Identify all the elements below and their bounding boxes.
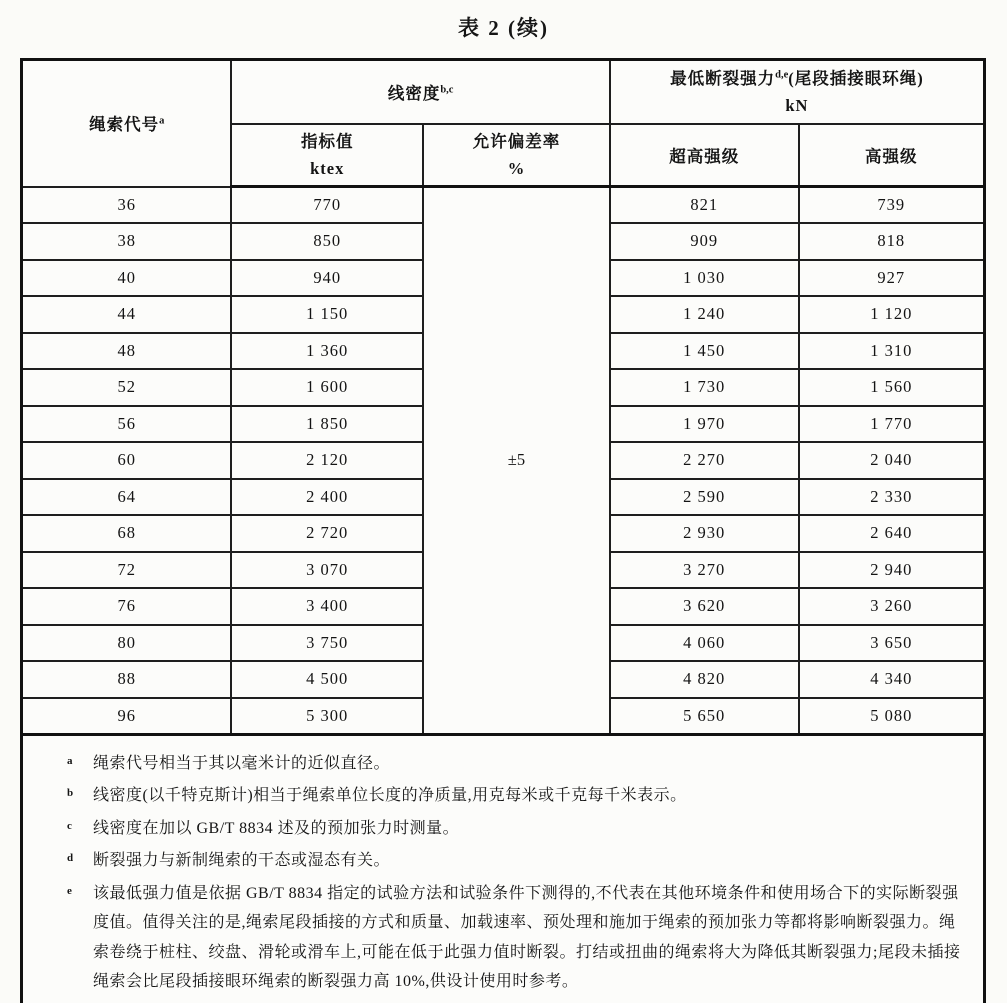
cell-code: 60 xyxy=(22,442,232,479)
cell-ultra: 4 820 xyxy=(610,661,799,698)
header-rope-code-sup: a xyxy=(159,115,165,127)
cell-high: 3 650 xyxy=(799,625,985,662)
cell-ktex: 770 xyxy=(231,187,423,224)
footnote-e-text: 该最低强力值是依据 GB/T 8834 指定的试验方法和试验条件下测得的,不代表在其他环境条件和使用场合下的实际断裂强度值。值得关注的是,绳索尾段插接的方式和质量、加载速率、预处理和施加于绳索的预加张力等都将影响断裂强力。绳索卷绕于桩柱、绞盘、滑轮或滑车上,可能在低于此强力值时断裂。打结或扭曲的绳索将大为降低其断裂强力;尾段未插接绳索会比尾段插接眼环绳索的断裂强力高 10%,供设计使用时参考。 xyxy=(93,884,961,990)
cell-ultra: 1 450 xyxy=(610,333,799,370)
cell-ktex: 1 360 xyxy=(231,333,423,370)
cell-high: 1 310 xyxy=(799,333,985,370)
header-strength-sup: d,e xyxy=(775,69,789,81)
header-nominal-value-unit: ktex xyxy=(310,158,345,178)
cell-ktex: 2 720 xyxy=(231,515,423,552)
cell-ktex: 4 500 xyxy=(231,661,423,698)
cell-high: 2 640 xyxy=(799,515,985,552)
cell-tolerance: ±5 xyxy=(423,187,610,735)
cell-ktex: 3 400 xyxy=(231,588,423,625)
cell-ktex: 1 150 xyxy=(231,296,423,333)
table-row xyxy=(22,187,985,224)
footnote-b-text: 线密度(以千特克斯计)相当于绳索单位长度的净质量,用克每米或千克每千米表示。 xyxy=(93,787,687,804)
footnote-e xyxy=(67,879,969,997)
cell-code: 68 xyxy=(22,515,232,552)
cell-code: 80 xyxy=(22,625,232,662)
header-nominal-value-label: 指标值 xyxy=(300,131,354,151)
header-tolerance xyxy=(423,124,610,187)
cell-ultra: 5 650 xyxy=(610,698,799,735)
header-rope-code-label: 绳索代号 xyxy=(89,115,160,135)
cell-high: 2 330 xyxy=(799,479,985,516)
rope-spec-table xyxy=(20,58,986,1003)
header-nominal-value xyxy=(231,124,423,187)
cell-high: 1 770 xyxy=(799,406,985,443)
cell-high: 4 340 xyxy=(799,661,985,698)
cell-high: 3 260 xyxy=(799,588,985,625)
cell-code: 88 xyxy=(22,661,232,698)
cell-ktex: 1 850 xyxy=(231,406,423,443)
cell-ultra: 4 060 xyxy=(610,625,799,662)
cell-ultra: 3 620 xyxy=(610,588,799,625)
header-ultra-high-grade: 超高强级 xyxy=(610,124,799,187)
footnote-c-text: 线密度在加以 GB/T 8834 述及的预加张力时测量。 xyxy=(93,819,460,837)
cell-code: 44 xyxy=(22,296,232,333)
cell-ktex: 940 xyxy=(231,260,423,297)
cell-ktex: 5 300 xyxy=(231,698,423,735)
cell-code: 36 xyxy=(22,187,232,224)
cell-code: 52 xyxy=(22,369,232,406)
cell-ultra: 2 590 xyxy=(610,479,799,516)
table-header xyxy=(22,60,985,187)
cell-high: 927 xyxy=(799,260,985,297)
header-strength-label: 最低断裂强力 xyxy=(670,68,776,88)
header-linear-density-label: 线密度 xyxy=(387,83,441,103)
footnote-b-marker: b xyxy=(67,787,74,799)
cell-ultra: 821 xyxy=(610,187,799,224)
footnote-c-marker: c xyxy=(67,819,73,832)
header-linear-density-sup: b,c xyxy=(440,84,454,96)
header-linear-density xyxy=(231,60,609,124)
cell-ktex: 1 600 xyxy=(231,369,423,406)
cell-high: 1 560 xyxy=(799,369,985,406)
cell-high: 5 080 xyxy=(799,698,985,735)
footnote-a-marker: a xyxy=(67,754,73,767)
cell-high: 739 xyxy=(799,187,985,224)
cell-high: 1 120 xyxy=(799,296,985,333)
cell-ultra: 1 240 xyxy=(610,296,799,333)
footnote-c xyxy=(67,814,969,844)
footnote-e-marker: e xyxy=(67,884,73,897)
footnote-d xyxy=(67,846,969,876)
cell-ktex: 3 750 xyxy=(231,625,423,662)
cell-high: 818 xyxy=(799,223,985,260)
footnote-a xyxy=(67,749,969,779)
footnote-d-marker: d xyxy=(67,852,74,864)
cell-high: 2 040 xyxy=(799,442,985,479)
header-strength-suffix: (尾段插接眼环绳) xyxy=(788,68,924,88)
table-body xyxy=(22,187,985,1003)
cell-code: 38 xyxy=(22,223,232,260)
cell-high: 2 940 xyxy=(799,552,985,589)
footnote-a-text: 绳索代号相当于其以毫米计的近似直径。 xyxy=(93,754,391,772)
table-title: 表 2 (续) xyxy=(458,16,549,40)
cell-code: 56 xyxy=(22,406,232,443)
footnote-d-text: 断裂强力与新制绳索的干态或湿态有关。 xyxy=(93,852,391,869)
cell-ultra: 1 970 xyxy=(610,406,799,443)
header-min-breaking-strength xyxy=(610,60,985,124)
cell-code: 40 xyxy=(22,260,232,297)
header-strength-unit: kN xyxy=(785,95,809,115)
header-high-grade: 高强级 xyxy=(799,124,985,187)
footnote-b xyxy=(67,781,969,811)
footnotes-cell xyxy=(22,734,985,1003)
cell-ktex: 850 xyxy=(231,223,423,260)
cell-code: 96 xyxy=(22,698,232,735)
cell-ktex: 3 070 xyxy=(231,552,423,589)
header-tolerance-label: 允许偏差率 xyxy=(472,131,561,151)
cell-code: 72 xyxy=(22,552,232,589)
cell-code: 76 xyxy=(22,588,232,625)
header-strength-line1 xyxy=(611,65,983,92)
cell-code: 48 xyxy=(22,333,232,370)
cell-ktex: 2 400 xyxy=(231,479,423,516)
header-rope-code xyxy=(22,60,232,187)
cell-ultra: 3 270 xyxy=(610,552,799,589)
cell-ultra: 909 xyxy=(610,223,799,260)
cell-ultra: 1 730 xyxy=(610,369,799,406)
cell-ktex: 2 120 xyxy=(231,442,423,479)
cell-ultra: 2 930 xyxy=(610,515,799,552)
header-tolerance-unit: % xyxy=(507,158,526,178)
cell-code: 64 xyxy=(22,479,232,516)
cell-ultra: 1 030 xyxy=(610,260,799,297)
cell-ultra: 2 270 xyxy=(610,442,799,479)
footnotes-row xyxy=(22,734,985,1003)
